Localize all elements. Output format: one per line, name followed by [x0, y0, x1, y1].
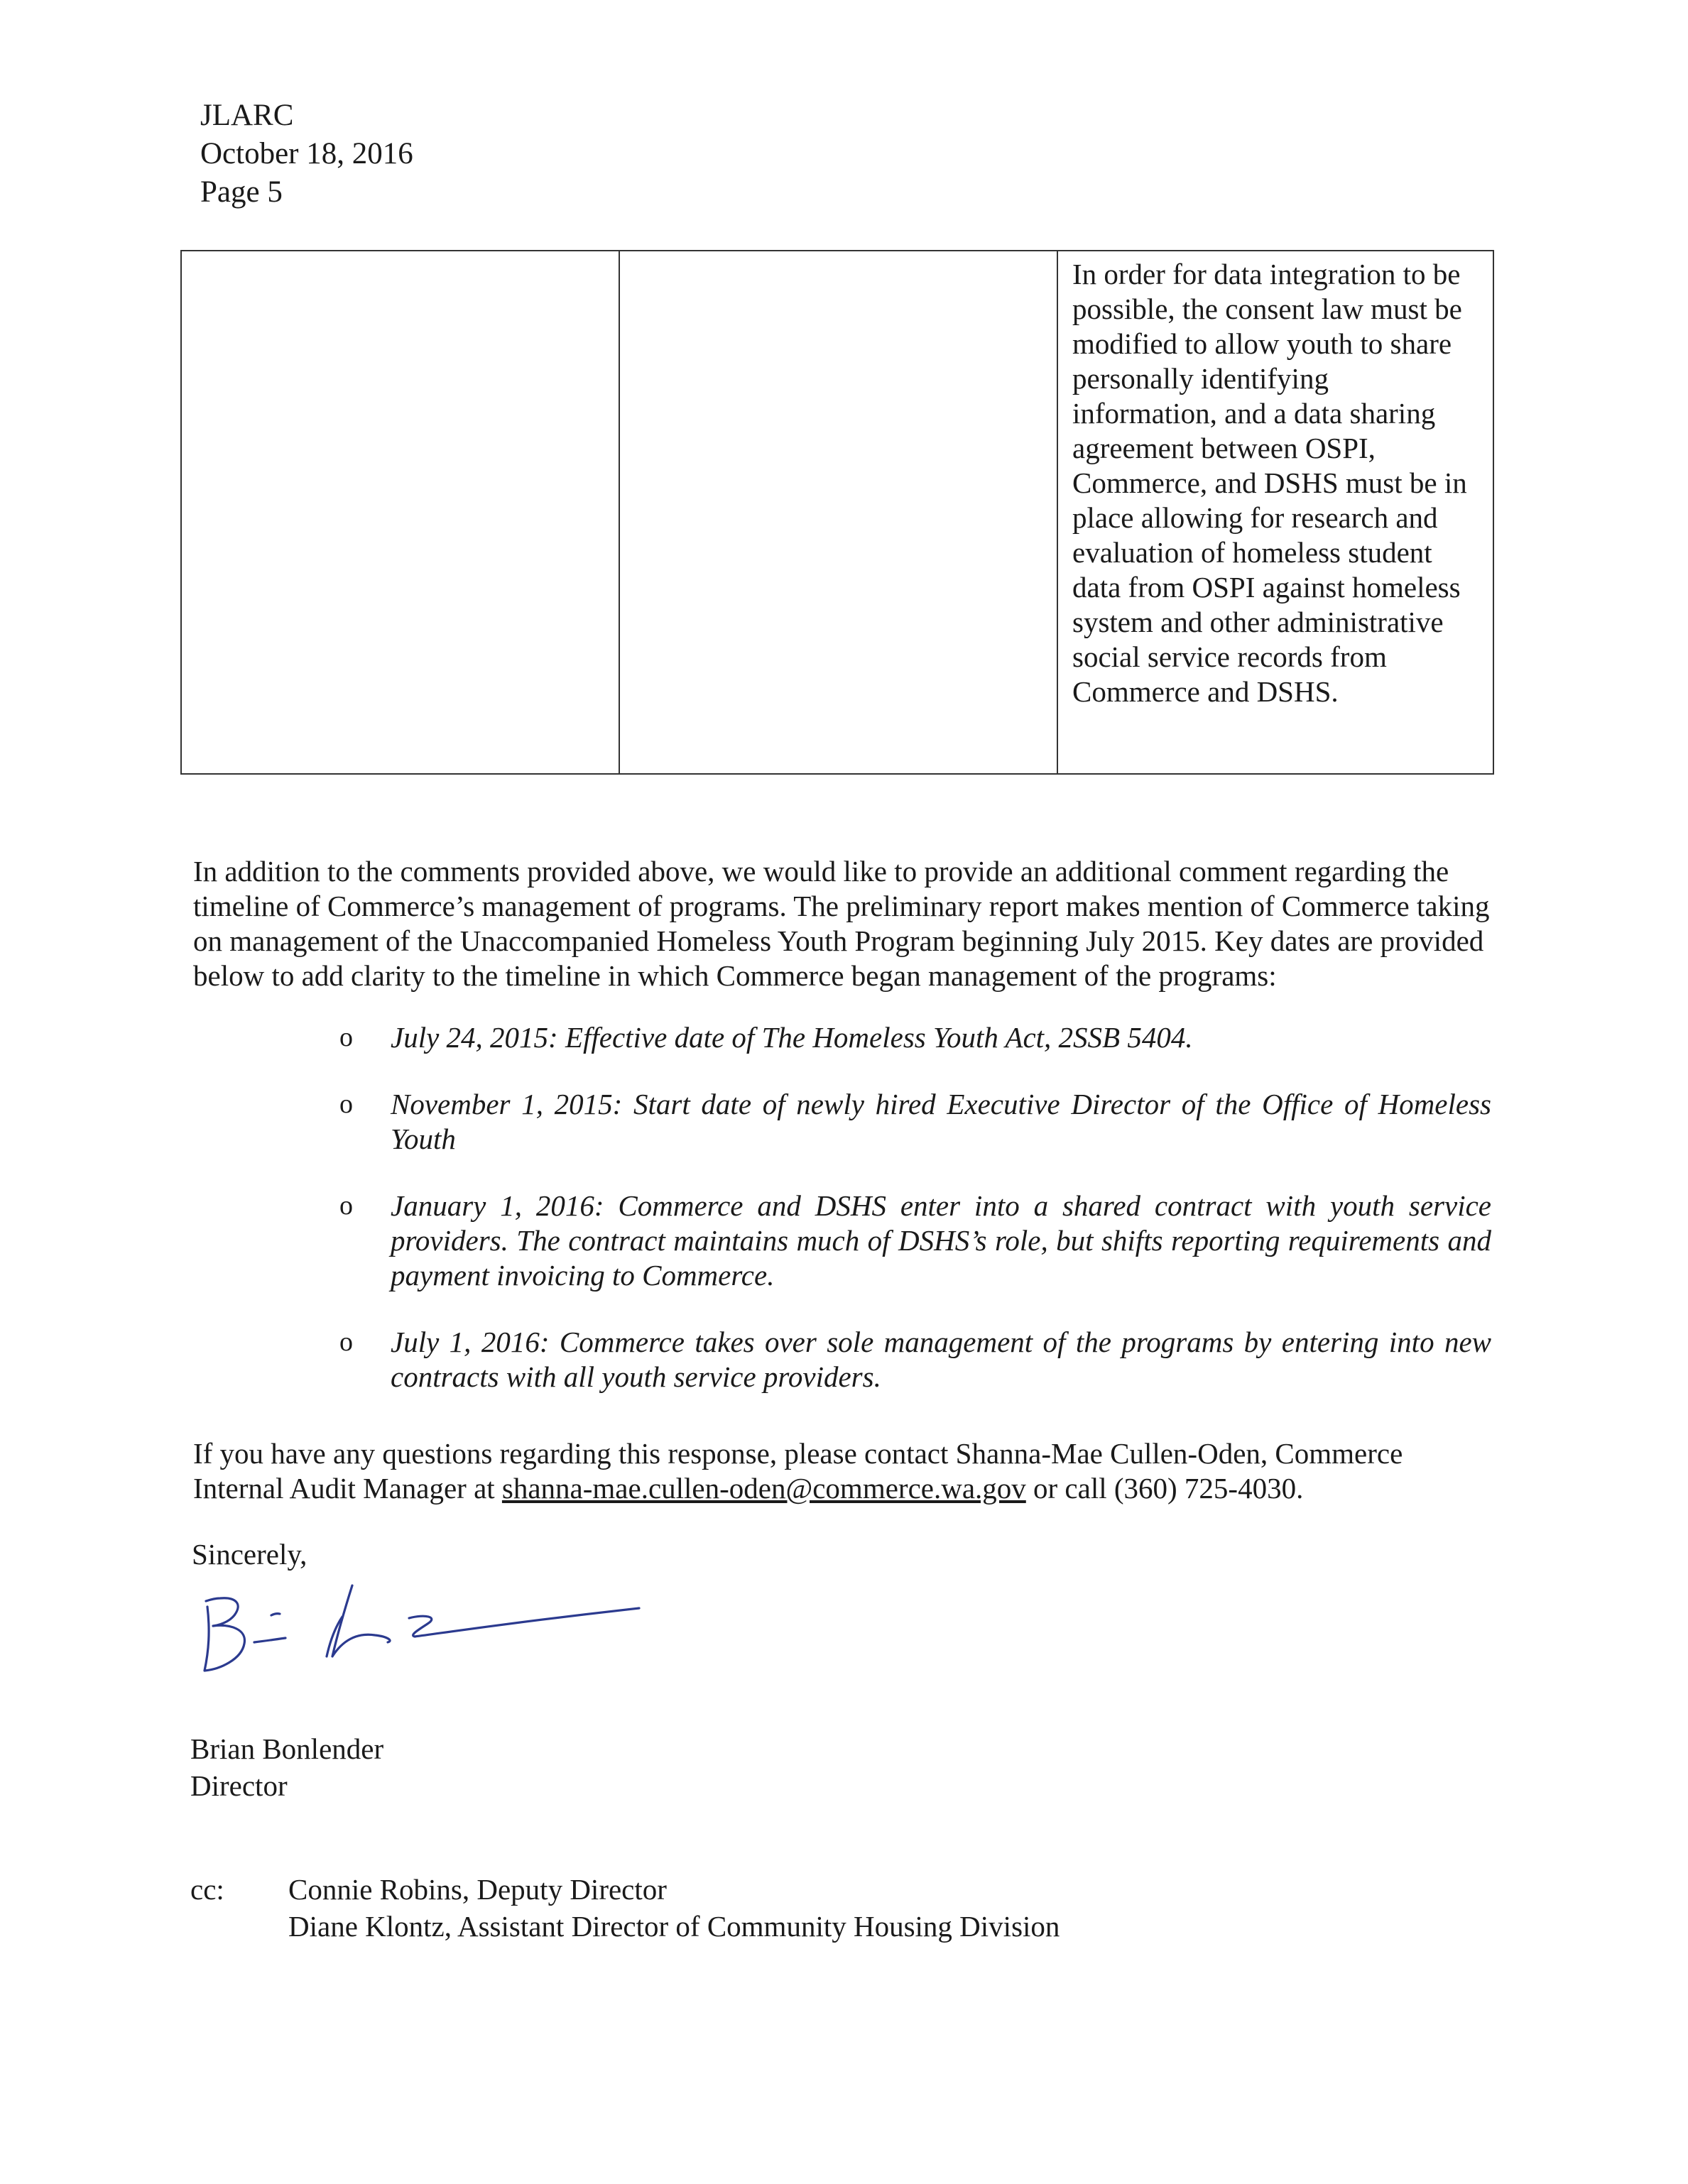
- signer-title: Director: [190, 1769, 288, 1802]
- signer-name: Brian Bonlender: [190, 1732, 384, 1765]
- table-cell-text: In order for data integration to be possible, the consent law must be modified to allow youth to share personally identifying information, and a data sharing agreement between OSPI, Commerce, and DSHS must be in place allowing for research and evaluation of homeless student data from OSPI against homeless system and other administrative social service records from Commerce and DSHS.: [1072, 258, 1467, 708]
- list-item: [334, 1087, 1491, 1157]
- header-date: October 18, 2016: [200, 137, 413, 170]
- email-link[interactable]: shanna-mae.cullen-oden@commerce.wa.gov: [501, 1472, 1026, 1505]
- timeline-list: [334, 1020, 1491, 1394]
- contact-paragraph: [193, 1436, 1493, 1506]
- timeline-item-text: July 24, 2015: Effective date of The Homeless Youth Act, 2SSB 5404.: [391, 1021, 1193, 1054]
- header-recipient: JLARC: [200, 99, 294, 132]
- signer-block: [190, 1730, 383, 1804]
- comments-table: [180, 250, 1494, 775]
- intro-paragraph: In addition to the comments provided above, we would like to provide an additional comment regarding the timeline of Commerce’s management of programs. The preliminary report makes mention of Commerce taking on management of the Unaccompanied Homeless Youth Program beginning July 2015. Key dates are provided below to add clarity to the timeline in which Commerce began management of the programs:: [193, 855, 1490, 992]
- bullet-marker: o: [339, 1022, 353, 1052]
- timeline-item-text: January 1, 2016: Commerce and DSHS enter into a shared contract with youth service providers. The contract maintains much of DSHS’s role, but shifts reporting requirements and payment invoicing to Commerce.: [391, 1189, 1491, 1292]
- bullet-marker: o: [339, 1191, 353, 1221]
- list-item: [334, 1020, 1491, 1055]
- table-row: [181, 251, 1493, 774]
- closing-salutation: Sincerely,: [192, 1538, 307, 1571]
- bullet-marker: o: [339, 1089, 353, 1119]
- cc-label: cc:: [190, 1873, 224, 1906]
- list-item: [334, 1325, 1491, 1394]
- cc-recipient: Diane Klontz, Assistant Director of Community Housing Division: [288, 1910, 1060, 1943]
- signature-image: [192, 1573, 703, 1697]
- timeline-item-text: November 1, 2015: Start date of newly hired Executive Director of the Office of Homeless Youth: [391, 1088, 1491, 1155]
- letter-header: [200, 97, 413, 212]
- table-cell-response: [1057, 251, 1493, 774]
- cc-recipient: Connie Robins, Deputy Director: [288, 1873, 667, 1906]
- table-cell-empty-2: [619, 251, 1057, 774]
- timeline-item-text: July 1, 2016: Commerce takes over sole management of the programs by entering into new contracts with all youth service providers.: [391, 1326, 1491, 1393]
- header-page-number: Page 5: [200, 175, 283, 209]
- list-item: [334, 1189, 1491, 1293]
- bullet-marker: o: [339, 1327, 353, 1357]
- table-cell-empty-1: [181, 251, 619, 774]
- cc-recipients: [288, 1871, 1060, 1945]
- contact-phone-text: or call (360) 725-4030.: [1025, 1472, 1304, 1505]
- contact-text: If you have any questions regarding this response, please contact Shanna-Mae Cullen-Oden, Commerce Internal Audit Manager at: [193, 1437, 1403, 1505]
